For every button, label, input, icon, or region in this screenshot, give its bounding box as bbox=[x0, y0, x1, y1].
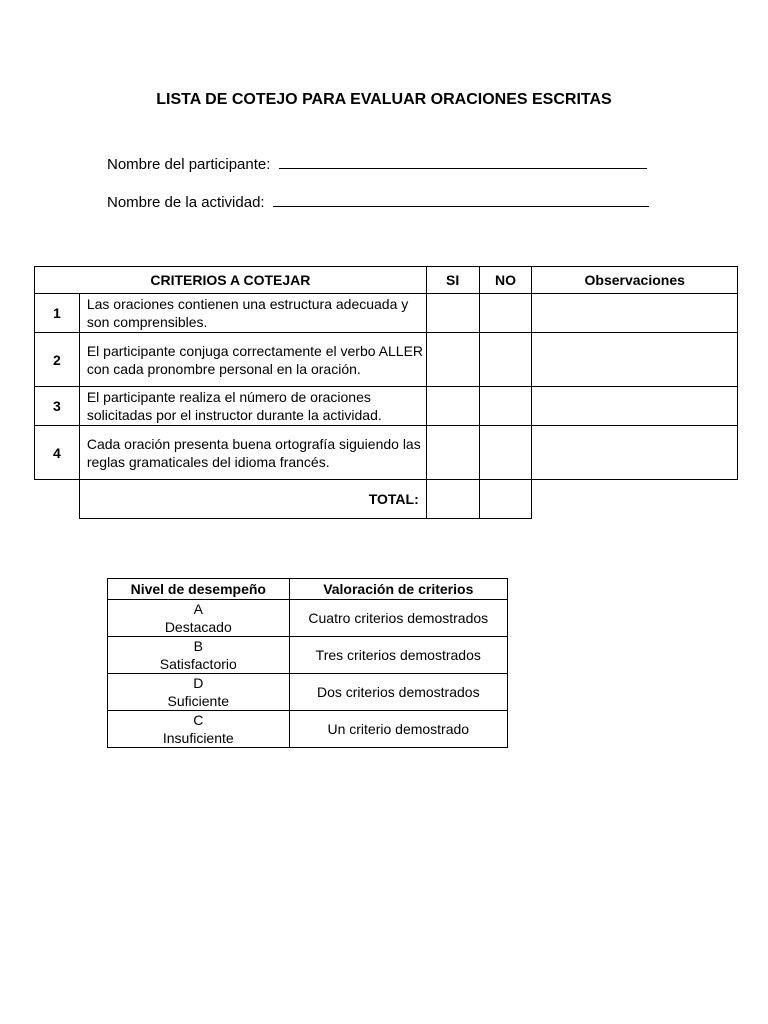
activity-name-label: Nombre de la actividad: bbox=[107, 194, 265, 211]
level-row bbox=[108, 711, 508, 748]
valuation-cell: Un criterio demostrado bbox=[289, 711, 507, 748]
level-grade: D bbox=[193, 675, 204, 691]
yes-cell[interactable] bbox=[426, 387, 479, 426]
level-row bbox=[108, 637, 508, 674]
total-spacer bbox=[35, 480, 80, 519]
criteria-row bbox=[35, 333, 738, 387]
criteria-number: 4 bbox=[35, 426, 80, 480]
level-cell bbox=[108, 637, 290, 674]
total-label: TOTAL: bbox=[79, 480, 426, 519]
total-spacer bbox=[532, 480, 738, 519]
participant-name-label: Nombre del participante: bbox=[107, 156, 271, 173]
observations-cell[interactable] bbox=[532, 387, 738, 426]
level-cell bbox=[108, 600, 290, 637]
criteria-number: 2 bbox=[35, 333, 80, 387]
activity-name-field bbox=[107, 192, 649, 211]
criteria-row bbox=[35, 387, 738, 426]
no-cell[interactable] bbox=[479, 387, 532, 426]
level-row bbox=[108, 600, 508, 637]
no-cell[interactable] bbox=[479, 294, 532, 333]
observations-cell[interactable] bbox=[532, 426, 738, 480]
criteria-header-row bbox=[35, 267, 738, 294]
level-name: Satisfactorio bbox=[159, 656, 237, 672]
level-grade: B bbox=[193, 638, 203, 654]
criteria-text: Cada oración presenta buena ortografía siguiendo las reglas gramaticales del idioma francés. bbox=[79, 426, 426, 480]
level-cell bbox=[108, 674, 290, 711]
no-header: NO bbox=[479, 267, 532, 294]
observations-cell[interactable] bbox=[532, 333, 738, 387]
yes-cell[interactable] bbox=[426, 333, 479, 387]
valuation-cell: Tres criterios demostrados bbox=[289, 637, 507, 674]
activity-name-line[interactable] bbox=[273, 192, 649, 207]
criteria-row bbox=[35, 426, 738, 480]
total-no-cell[interactable] bbox=[479, 480, 532, 519]
level-grade: A bbox=[193, 601, 203, 617]
total-yes-cell[interactable] bbox=[426, 480, 479, 519]
criteria-text: Las oraciones contienen una estructura adecuada y son comprensibles. bbox=[79, 294, 426, 333]
participant-name-line[interactable] bbox=[279, 154, 647, 169]
participant-name-field bbox=[107, 154, 647, 173]
level-name: Suficiente bbox=[167, 693, 230, 709]
valuation-header: Valoración de criterios bbox=[289, 579, 507, 600]
yes-cell[interactable] bbox=[426, 426, 479, 480]
no-cell[interactable] bbox=[479, 333, 532, 387]
level-name: Insuficiente bbox=[162, 730, 234, 746]
total-row bbox=[35, 480, 738, 519]
criteria-text: El participante realiza el número de oraciones solicitadas por el instructor durante la actividad. bbox=[79, 387, 426, 426]
valuation-cell: Dos criterios demostrados bbox=[289, 674, 507, 711]
criteria-header: CRITERIOS A COTEJAR bbox=[35, 267, 427, 294]
document-title: LISTA DE COTEJO PARA EVALUAR ORACIONES ESCRITAS bbox=[156, 91, 612, 108]
level-name: Destacado bbox=[164, 619, 232, 635]
criteria-table bbox=[34, 266, 738, 519]
yes-header: SI bbox=[426, 267, 479, 294]
observations-header: Observaciones bbox=[532, 267, 738, 294]
level-header: Nivel de desempeño bbox=[108, 579, 290, 600]
performance-levels-table bbox=[107, 578, 508, 748]
level-row bbox=[108, 674, 508, 711]
level-grade: C bbox=[193, 712, 204, 728]
criteria-text: El participante conjuga correctamente el verbo ALLER con cada pronombre personal en la oración. bbox=[79, 333, 426, 387]
criteria-number: 1 bbox=[35, 294, 80, 333]
no-cell[interactable] bbox=[479, 426, 532, 480]
criteria-number: 3 bbox=[35, 387, 80, 426]
criteria-row bbox=[35, 294, 738, 333]
valuation-cell: Cuatro criterios demostrados bbox=[289, 600, 507, 637]
observations-cell[interactable] bbox=[532, 294, 738, 333]
level-cell bbox=[108, 711, 290, 748]
levels-header-row bbox=[108, 579, 508, 600]
yes-cell[interactable] bbox=[426, 294, 479, 333]
